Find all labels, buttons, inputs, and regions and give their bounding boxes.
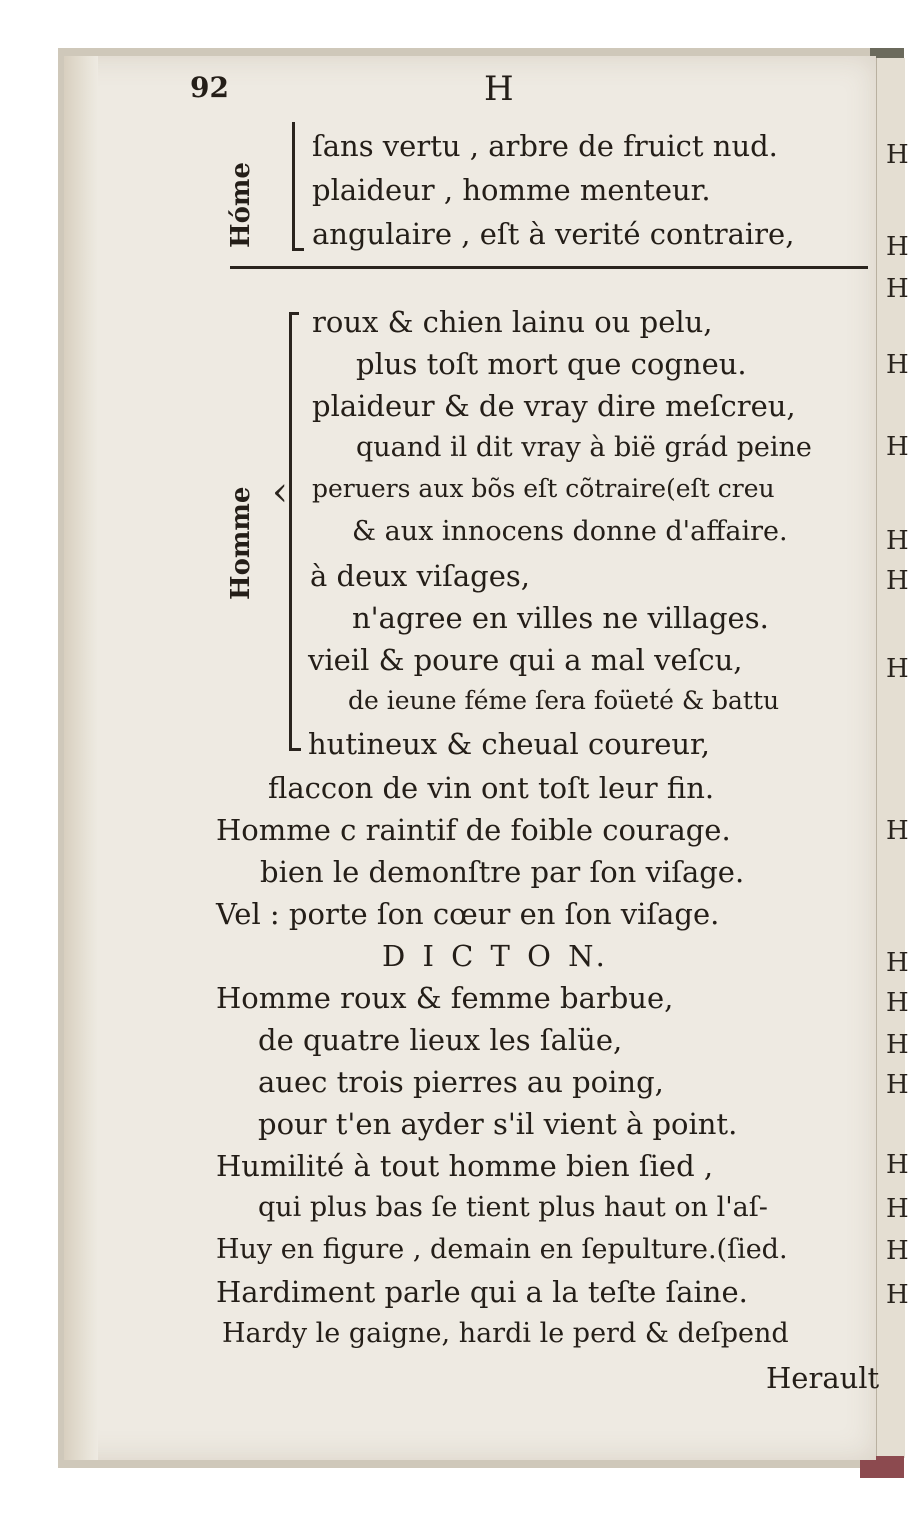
section2-line: flaccon de vin ont toſt leur fin.	[268, 771, 715, 805]
page-gutter	[64, 56, 98, 1460]
facing-page-letter: H	[886, 988, 909, 1018]
section2-line: plus toſt mort que cogneu.	[356, 347, 747, 381]
dicton-line: de quatre lieux les ſalüe,	[258, 1023, 623, 1057]
facing-page-letter: H	[886, 1194, 909, 1224]
dicton-line: Homme roux & femme barbue,	[216, 981, 674, 1015]
body-line: Vel : porte ſon cœur en ſon viſage.	[216, 897, 720, 931]
facing-page-letter: H	[886, 1280, 909, 1310]
section1-bracket-foot	[292, 248, 304, 251]
running-head-letter: H	[484, 69, 514, 109]
section1-line: plaideur , homme menteur.	[312, 173, 711, 207]
dicton-line: pour t'en ayder s'il vient à point.	[258, 1107, 738, 1141]
section2-line: quand il dit vray à bië grád peine	[356, 432, 812, 463]
proverb-line: Hardy le gaigne, hardi le perd & deſpend	[222, 1318, 789, 1349]
section2-line: plaideur & de vray dire meſcreu,	[312, 389, 796, 423]
section1-line: ſans vertu , arbre de fruict nud.	[312, 129, 778, 163]
facing-page-letter: H	[886, 816, 909, 846]
section2-line: vieil & poure qui a mal veſcu,	[308, 643, 743, 677]
facing-page-letter: H	[886, 566, 909, 596]
section2-line: de ieune féme ſera foüeté & battu	[348, 686, 780, 715]
proverb-line: Huy en figure , demain en ſepulture.(ſied.	[216, 1234, 788, 1265]
section2-line: n'agree en villes ne villages.	[352, 601, 769, 635]
section2-brace-point: ‹	[272, 469, 288, 515]
dicton-heading: D I C T O N.	[382, 939, 609, 973]
section2-label: Homme	[226, 486, 256, 600]
section2-line: peruers aux bõs eſt cõtraire(eſt creu	[312, 474, 775, 503]
facing-page-letter: H	[886, 654, 909, 684]
section1-label: Hóme	[226, 162, 256, 248]
section2-line: hutineux & cheual coureur,	[308, 727, 710, 761]
dicton-line: auec trois pierres au poing,	[258, 1065, 664, 1099]
section2-bracket-head	[289, 312, 299, 315]
body-line: Homme c raintif de foible courage.	[216, 813, 731, 847]
facing-page-letter: H	[886, 140, 909, 170]
proverb-line: Humilité à tout homme bien ſied ,	[216, 1149, 714, 1183]
section2-line: & aux innocens donne d'affaire.	[352, 516, 788, 547]
section2-bracket	[289, 312, 292, 750]
section-divider	[230, 266, 868, 269]
facing-page-letter: H	[886, 1236, 909, 1266]
facing-page-letter: H	[886, 232, 909, 262]
facing-page-letter: H	[886, 432, 909, 462]
section2-line: roux & chien lainu ou pelu,	[312, 305, 713, 339]
section2-bracket-foot	[289, 748, 301, 751]
catchword: Herault	[766, 1361, 880, 1395]
facing-page-letter: H	[886, 1030, 909, 1060]
section1-bracket	[292, 122, 295, 250]
section2-line: à deux viſages,	[310, 559, 530, 593]
facing-page-letter: H	[886, 350, 909, 380]
proverb-line: qui plus bas ſe tient plus haut on l'aſ-	[258, 1192, 768, 1223]
proverb-line: Hardiment parle qui a la teſte ſaine.	[216, 1275, 748, 1309]
facing-page-letter: H	[886, 1070, 909, 1100]
facing-page-letter: H	[886, 1150, 909, 1180]
facing-page-letter: H	[886, 526, 909, 556]
facing-page-letter: H	[886, 274, 909, 304]
section1-line: angulaire , eſt à verité contraire,	[312, 217, 795, 251]
body-line: bien le demonſtre par ſon viſage.	[260, 855, 745, 889]
facing-page-letter: H	[886, 948, 909, 978]
page-number: 92	[190, 71, 229, 104]
